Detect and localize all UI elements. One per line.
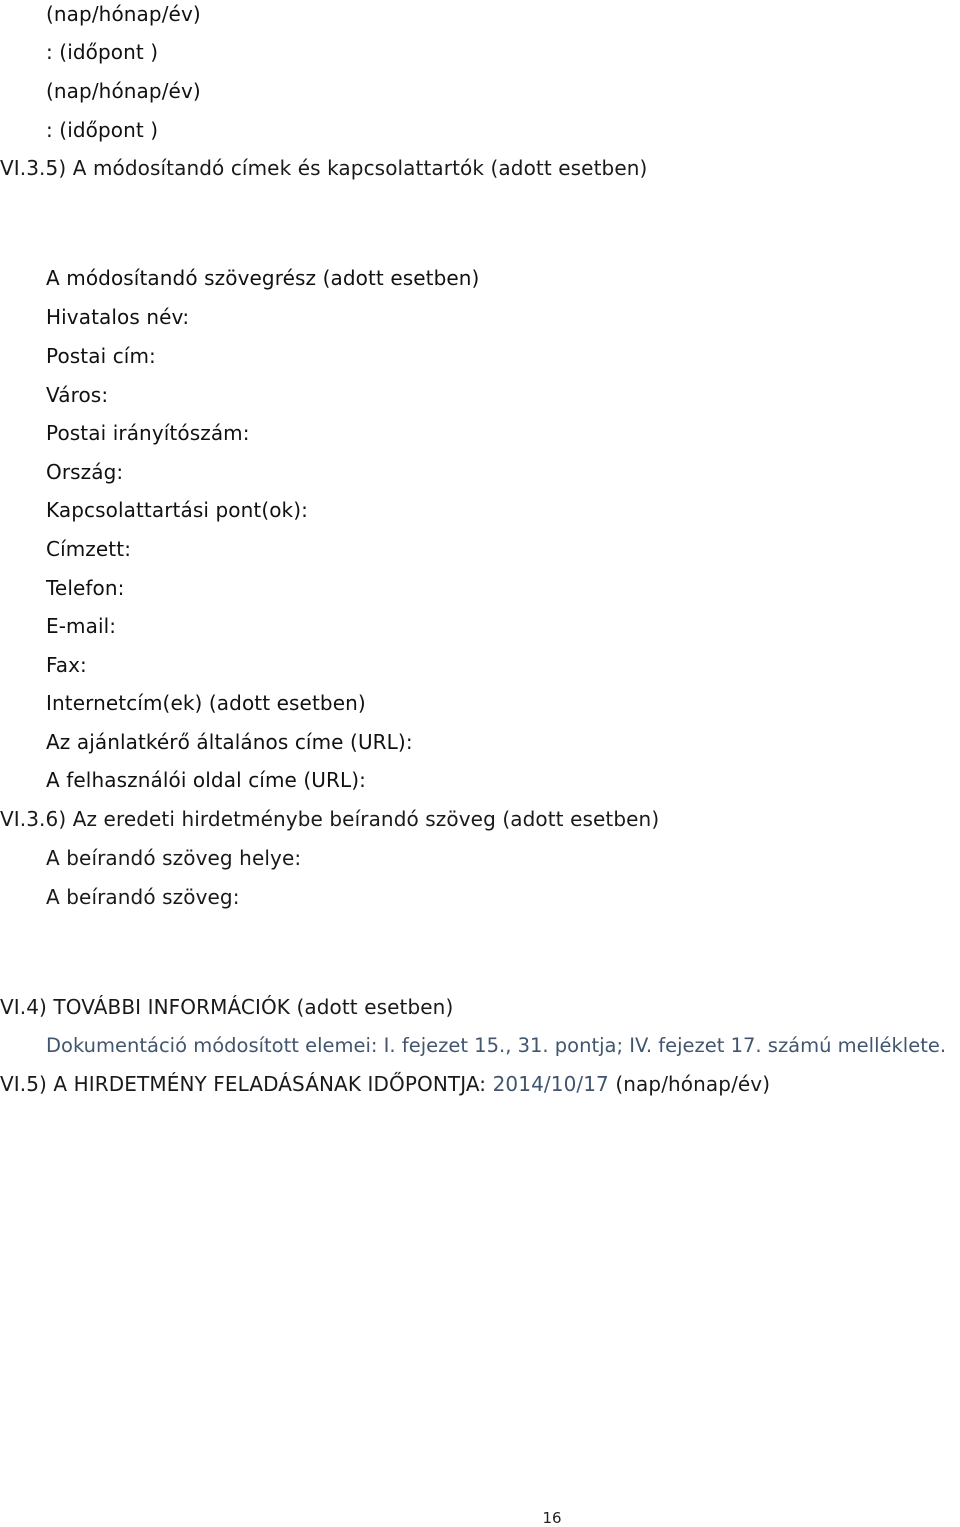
date-format-label-1: (nap/hónap/év) bbox=[46, 2, 201, 26]
buyer-profile-url-label: A felhasználói oldal címe (URL): bbox=[46, 768, 367, 792]
section-vi-3-5-heading: VI.3.5) A módosítandó címek és kapcsolattartók (adott esetben) bbox=[0, 156, 648, 180]
page-number: 16 bbox=[542, 1509, 562, 1527]
postal-address-label: Postai cím: bbox=[46, 344, 156, 368]
text-to-add-label: A beírandó szöveg: bbox=[46, 885, 240, 909]
phone-label: Telefon: bbox=[46, 576, 125, 600]
section-vi-5-heading: VI.5) A HIRDETMÉNY FELADÁSÁNAK IDŐPONTJA: bbox=[0, 1072, 487, 1096]
postal-code-label: Postai irányítószám: bbox=[46, 421, 250, 445]
country-label: Ország: bbox=[46, 460, 124, 484]
city-label: Város: bbox=[46, 383, 109, 407]
fax-label: Fax: bbox=[46, 653, 87, 677]
place-of-text-label: A beírandó szöveg helye: bbox=[46, 846, 302, 870]
dispatch-date-format: (nap/hónap/év) bbox=[615, 1072, 771, 1096]
time-label-2: : (időpont ) bbox=[46, 118, 159, 142]
contracting-url-label: Az ajánlatkérő általános címe (URL): bbox=[46, 730, 413, 754]
date-format-label-2: (nap/hónap/év) bbox=[46, 79, 201, 103]
section-vi-3-6-heading: VI.3.6) Az eredeti hirdetménybe beírandó szöveg (adott esetben) bbox=[0, 807, 660, 831]
email-label: E-mail: bbox=[46, 614, 117, 638]
section-vi-5-line bbox=[0, 1072, 770, 1096]
official-name-label: Hivatalos név: bbox=[46, 305, 190, 329]
text-part-label: A módosítandó szövegrész (adott esetben) bbox=[46, 266, 480, 290]
internet-addresses-label: Internetcím(ek) (adott esetben) bbox=[46, 691, 366, 715]
contact-points-label: Kapcsolattartási pont(ok): bbox=[46, 498, 308, 522]
section-vi-4-heading: VI.4) TOVÁBBI INFORMÁCIÓK (adott esetben) bbox=[0, 995, 454, 1019]
time-label-1: : (időpont ) bbox=[46, 40, 159, 64]
addressee-label: Címzett: bbox=[46, 537, 132, 561]
dispatch-date-value: 2014/10/17 bbox=[492, 1072, 609, 1096]
additional-info-value: Dokumentáció módosított elemei: I. fejezet 15., 31. pontja; IV. fejezet 17. számú melléklete. bbox=[46, 1034, 947, 1057]
